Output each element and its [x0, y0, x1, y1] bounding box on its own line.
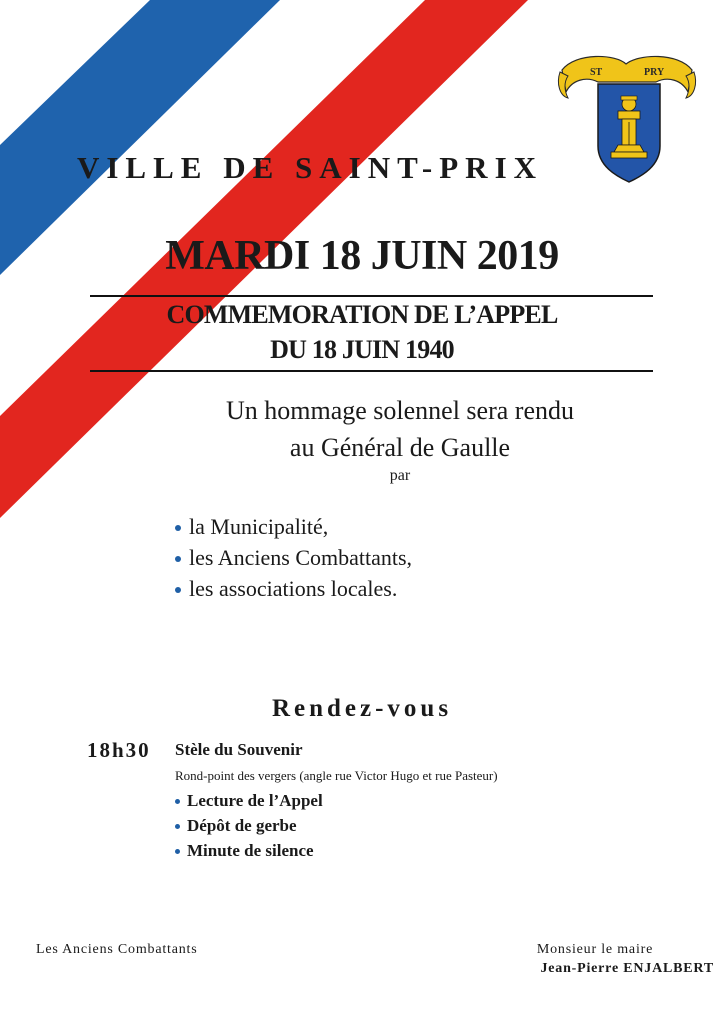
crest-banner-left: ST [590, 67, 603, 78]
event-date: MARDI 18 JUIN 2019 [165, 233, 559, 279]
signature-left: Les Anciens Combattants [36, 942, 198, 957]
blue-dot-icon [175, 799, 180, 804]
town-title: VILLE DE SAINT-PRIX [76, 150, 544, 185]
event-title-line-1: COMMEMORATION DE L’APPEL [166, 300, 558, 329]
crest-banner-right: PRY [644, 67, 665, 78]
program-list [175, 788, 323, 863]
rendezvous-place: Stèle du Souvenir [175, 740, 303, 759]
program-label: Lecture de l’Appel [187, 791, 323, 810]
signature-right-name: Jean-Pierre ENJALBERT [540, 961, 714, 976]
list-item [175, 813, 323, 838]
event-title-line-2: DU 18 JUIN 1940 [270, 335, 454, 364]
list-item [175, 788, 323, 813]
participant-label: les associations locales. [189, 576, 398, 601]
blue-dot-icon [175, 587, 181, 593]
blue-dot-icon [175, 525, 181, 531]
participant-label: les Anciens Combattants, [189, 545, 413, 570]
list-item [175, 542, 412, 573]
tribute-line-2: au Général de Gaulle [289, 433, 511, 462]
tribute-line-1: Un hommage solennel sera rendu [225, 396, 574, 425]
participants-list [175, 511, 412, 604]
list-item [175, 511, 412, 542]
list-item [175, 838, 323, 863]
divider-top [90, 295, 653, 297]
rendezvous-time: 18h30 [87, 738, 151, 762]
divider-bottom [90, 370, 653, 372]
program-label: Dépôt de gerbe [187, 816, 297, 835]
list-item [175, 573, 412, 604]
rendezvous-address: Rond-point des vergers (angle rue Victor Hugo et rue Pasteur) [175, 768, 498, 783]
tribute-par: par [389, 467, 411, 484]
signature-right-title: Monsieur le maire [536, 942, 654, 957]
blue-dot-icon [175, 849, 180, 854]
blue-dot-icon [175, 556, 181, 562]
program-label: Minute de silence [187, 841, 314, 860]
participant-label: la Municipalité, [189, 514, 329, 539]
rendezvous-heading: Rendez-vous [271, 695, 453, 722]
blue-dot-icon [175, 824, 180, 829]
